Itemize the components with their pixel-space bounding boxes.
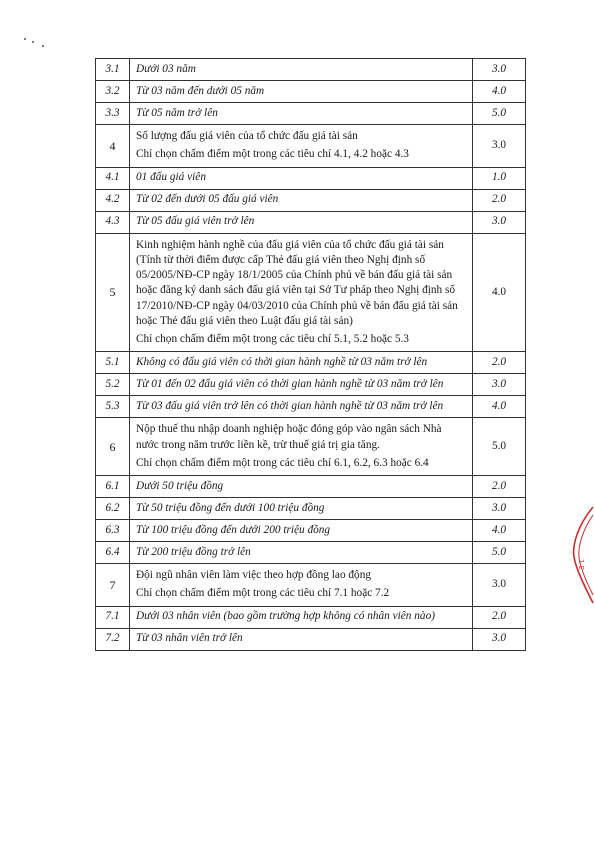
criterion-score: 2.0 [473, 476, 526, 498]
criterion-score: 3.0 [473, 564, 526, 607]
criterion-number: 3.2 [96, 81, 130, 103]
criterion-text-cell: Từ 03 đấu giá viên trở lên có thời gian hành nghề từ 03 năm trở lên [130, 396, 473, 418]
criterion-text-cell [130, 418, 473, 476]
sub-criterion-row [96, 476, 526, 498]
criterion-score: 4.0 [473, 520, 526, 542]
criterion-number: 6.4 [96, 542, 130, 564]
criterion-number: 4.1 [96, 167, 130, 189]
criterion-text-cell: Từ 03 năm đến dưới 05 năm [130, 81, 473, 103]
criterion-text-cell: 01 đấu giá viên [130, 167, 473, 189]
criterion-score: 4.0 [473, 396, 526, 418]
criterion-text-cell [130, 233, 473, 352]
criterion-score: 3.0 [473, 628, 526, 650]
criterion-number: 6 [96, 418, 130, 476]
criterion-number: 5.1 [96, 352, 130, 374]
criterion-number: 7.2 [96, 628, 130, 650]
criterion-text-cell: Dưới 50 triệu đồng [130, 476, 473, 498]
red-stamp-edge [560, 505, 595, 605]
criterion-number: 6.1 [96, 476, 130, 498]
sub-criterion-row [96, 606, 526, 628]
criterion-text-cell: Từ 03 nhân viên trở lên [130, 628, 473, 650]
criterion-text-cell [130, 564, 473, 607]
criterion-number: 5.3 [96, 396, 130, 418]
sub-criterion-row [96, 628, 526, 650]
sub-criterion-row [96, 167, 526, 189]
sub-criterion-row [96, 189, 526, 211]
criterion-score: 2.0 [473, 606, 526, 628]
criterion-number: 3.1 [96, 59, 130, 81]
criterion-score: 3.0 [473, 125, 526, 168]
criterion-text-cell: Từ 200 triệu đồng trở lên [130, 542, 473, 564]
criterion-score: 2.0 [473, 352, 526, 374]
criterion-row [96, 125, 526, 168]
criterion-score: 4.0 [473, 233, 526, 352]
criterion-score: 4.0 [473, 81, 526, 103]
sub-criterion-row [96, 352, 526, 374]
criterion-number: 3.3 [96, 103, 130, 125]
criteria-table-body [96, 59, 526, 651]
scan-artifact-dots [22, 36, 62, 52]
criterion-description: Kinh nghiệm hành nghề của đấu giá viên của tổ chức đấu giá tài sản (Tính từ thời điểm được cấp Thẻ đấu giá viên theo Nghị định số 05/2005/NĐ-CP ngày 18/1/2005 của Chính phủ về bán đấu giá tài sản hoặc đăng ký danh sách đấu giá viên tại Sở Tư pháp theo Nghị định số 17/2010/NĐ-CP ngày 04/03/2010 của Chính phủ về bán đấu giá tài sản hoặc Thẻ đấu giá viên theo Luật đấu giá tài sản) [136, 238, 458, 327]
criterion-text-cell: Từ 05 đấu giá viên trở lên [130, 211, 473, 233]
sub-criterion-row [96, 396, 526, 418]
criterion-description: Số lượng đấu giá viên của tổ chức đấu giá tài sản [136, 130, 358, 142]
criterion-score: 3.0 [473, 59, 526, 81]
criterion-score: 5.0 [473, 418, 526, 476]
criterion-description: Đội ngũ nhân viên làm việc theo hợp đồng lao động [136, 569, 372, 581]
criterion-instruction: Chỉ chọn chấm điểm một trong các tiêu chí 4.1, 4.2 hoặc 4.3 [136, 148, 409, 161]
criterion-text-cell: Từ 01 đến 02 đấu giá viên có thời gian hành nghề từ 03 năm trở lên [130, 374, 473, 396]
criterion-description: Nộp thuế thu nhập doanh nghiệp hoặc đóng góp vào ngân sách Nhà nước trong năm trước liền kề, trừ thuế giá trị gia tăng. [136, 423, 442, 451]
sub-criterion-row [96, 81, 526, 103]
criterion-number: 5 [96, 233, 130, 352]
criterion-text-cell: Từ 50 triệu đồng đến dưới 100 triệu đồng [130, 498, 473, 520]
criterion-number: 5.2 [96, 374, 130, 396]
sub-criterion-row [96, 59, 526, 81]
criterion-text-cell [130, 125, 473, 168]
criterion-score: 3.0 [473, 211, 526, 233]
criterion-text-cell: Dưới 03 nhân viên (bao gồm trường hợp không có nhân viên nào) [130, 606, 473, 628]
criterion-number: 6.3 [96, 520, 130, 542]
stamp-fragment-glyphs: 1 E [577, 559, 585, 571]
criterion-score: 5.0 [473, 542, 526, 564]
criterion-number: 6.2 [96, 498, 130, 520]
criterion-row [96, 418, 526, 476]
criterion-text-cell: Từ 05 năm trở lên [130, 103, 473, 125]
sub-criterion-row [96, 103, 526, 125]
criteria-score-table [95, 58, 526, 651]
sub-criterion-row [96, 211, 526, 233]
criterion-row [96, 564, 526, 607]
criterion-instruction: Chỉ chọn chấm điểm một trong các tiêu chí 7.1 hoặc 7.2 [136, 587, 390, 600]
criterion-text-cell: Dưới 03 năm [130, 59, 473, 81]
criterion-text-cell: Từ 100 triệu đồng đến dưới 200 triệu đồng [130, 520, 473, 542]
criterion-score: 2.0 [473, 189, 526, 211]
criterion-number: 7.1 [96, 606, 130, 628]
criterion-instruction: Chỉ chọn chấm điểm một trong các tiêu chí 5.1, 5.2 hoặc 5.3 [136, 333, 409, 345]
criterion-score: 3.0 [473, 498, 526, 520]
criterion-text-cell: Từ 02 đến dưới 05 đấu giá viên [130, 189, 473, 211]
criterion-row [96, 233, 526, 352]
criterion-score: 1.0 [473, 167, 526, 189]
sub-criterion-row [96, 520, 526, 542]
sub-criterion-row [96, 542, 526, 564]
criterion-text-cell: Không có đấu giá viên có thời gian hành nghề từ 03 năm trở lên [130, 352, 473, 374]
criterion-score: 5.0 [473, 103, 526, 125]
criterion-number: 4 [96, 125, 130, 168]
criterion-number: 4.2 [96, 189, 130, 211]
criterion-instruction: Chỉ chọn chấm điểm một trong các tiêu chí 6.1, 6.2, 6.3 hoặc 6.4 [136, 456, 429, 469]
criterion-number: 7 [96, 564, 130, 607]
sub-criterion-row [96, 374, 526, 396]
criterion-score: 3.0 [473, 374, 526, 396]
sub-criterion-row [96, 498, 526, 520]
criterion-number: 4.3 [96, 211, 130, 233]
